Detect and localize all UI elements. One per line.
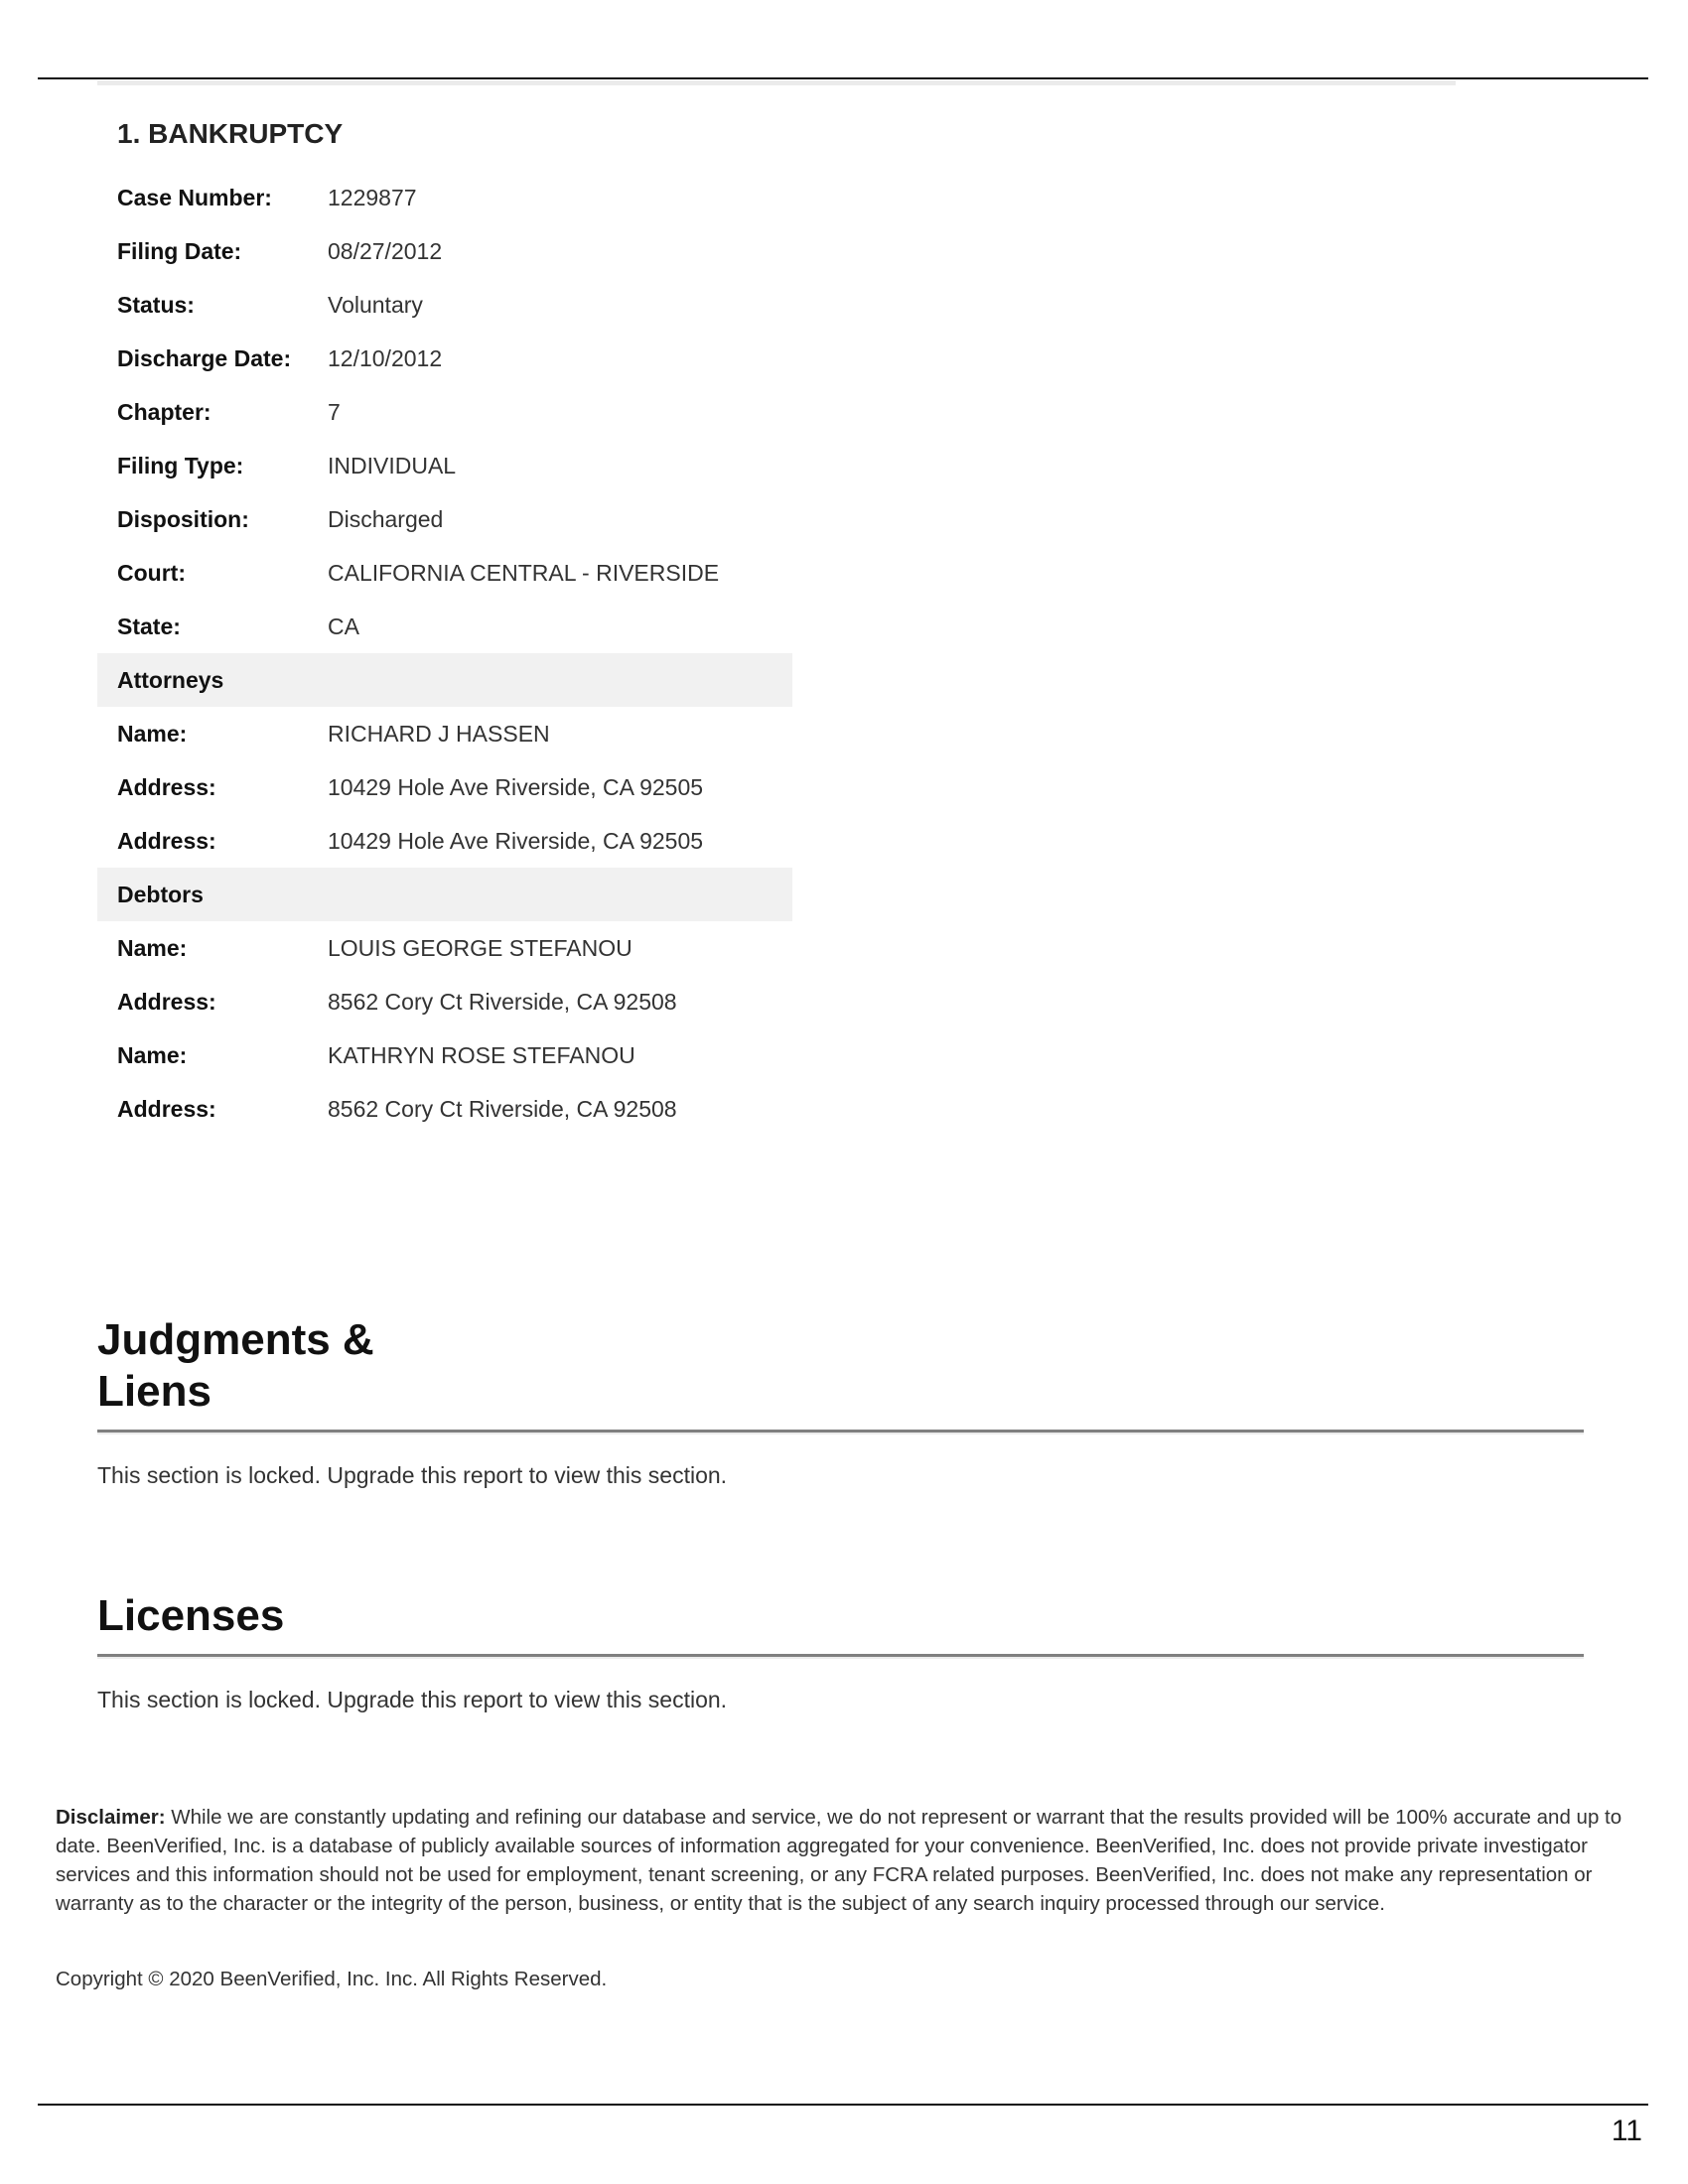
field-value: 8562 Cory Ct Riverside, CA 92508 xyxy=(328,988,677,1015)
attorney-address xyxy=(97,760,792,814)
field-label: Name: xyxy=(117,1041,188,1068)
section-title xyxy=(97,1314,1584,1418)
field-filing-type xyxy=(97,439,792,492)
field-disposition xyxy=(97,492,792,546)
field-value: RICHARD J HASSEN xyxy=(328,720,550,747)
field-value: 12/10/2012 xyxy=(328,344,443,371)
copyright: Copyright © 2020 BeenVerified, Inc. Inc. All Rights Reserved. xyxy=(56,1968,608,1990)
field-court xyxy=(97,546,792,600)
field-value: 8562 Cory Ct Riverside, CA 92508 xyxy=(328,1095,677,1122)
field-label: Address: xyxy=(117,773,216,800)
attorney-address xyxy=(97,814,792,868)
debtor-name xyxy=(97,921,792,975)
field-label: Chapter: xyxy=(117,398,211,425)
field-discharge-date xyxy=(97,332,792,385)
locked-message: This section is locked. Upgrade this report to view this section. xyxy=(97,1462,728,1488)
locked-message: This section is locked. Upgrade this report to view this section. xyxy=(97,1687,728,1712)
field-value: CA xyxy=(328,613,359,639)
field-value: Voluntary xyxy=(328,291,423,318)
field-value: KATHRYN ROSE STEFANOU xyxy=(328,1041,635,1068)
debtor-name xyxy=(97,1028,792,1082)
attorneys-heading: Attorneys xyxy=(97,653,792,707)
field-label: Case Number: xyxy=(117,184,272,210)
field-status xyxy=(97,278,792,332)
record-title: 1. BANKRUPTCY xyxy=(117,118,344,149)
top-divider-shadow xyxy=(97,80,1456,85)
field-label: Filing Type: xyxy=(117,452,244,478)
disclaimer-label: Disclaimer: xyxy=(56,1806,166,1829)
field-label: Status: xyxy=(117,291,195,318)
disclaimer-text: While we are constantly updating and refining our database and service, we do not represent or warrant that the results provided will be 100% accurate and up to date. BeenVerified, Inc. is a database of publicly available sources of information aggregated for your convenience. BeenVerified, Inc. does not provide private investigator services and this information should not be used for employment, tenant screening, or any FCRA related purposes. BeenVerified, Inc. does not make any representation or warranty as to the character or the integrity of the person, business, or entity that is the subject of any search inquiry processed through our service. xyxy=(56,1806,1622,1915)
field-filing-date xyxy=(97,224,792,278)
top-divider xyxy=(38,77,1648,79)
page-number: 11 xyxy=(1611,2115,1642,2147)
field-value: LOUIS GEORGE STEFANOU xyxy=(328,934,633,961)
field-label: Filing Date: xyxy=(117,237,242,264)
debtor-address xyxy=(97,1082,792,1136)
judgments-liens-section xyxy=(97,1314,1584,1489)
field-label: Disposition: xyxy=(117,505,249,532)
field-chapter xyxy=(97,385,792,439)
bankruptcy-fields xyxy=(97,171,792,1136)
section-title-line1: Judgments & xyxy=(97,1315,374,1364)
section-divider xyxy=(97,1430,1584,1434)
section-title: Licenses xyxy=(97,1591,285,1640)
field-case-number xyxy=(97,171,792,224)
field-value: Discharged xyxy=(328,505,444,532)
bankruptcy-record xyxy=(97,109,792,1136)
section-divider xyxy=(97,1654,1584,1659)
debtors-heading: Debtors xyxy=(97,868,792,921)
field-label: Name: xyxy=(117,934,188,961)
field-value: 10429 Hole Ave Riverside, CA 92505 xyxy=(328,827,704,854)
field-label: Name: xyxy=(117,720,188,747)
licenses-section xyxy=(97,1590,1584,1713)
field-state xyxy=(97,600,792,653)
field-label: Address: xyxy=(117,827,216,854)
section-title-line2: Liens xyxy=(97,1367,211,1416)
disclaimer xyxy=(56,1803,1624,1918)
field-value: INDIVIDUAL xyxy=(328,452,457,478)
field-value: 1229877 xyxy=(328,184,417,210)
bottom-divider xyxy=(38,2104,1648,2106)
field-label: State: xyxy=(117,613,181,639)
field-value: 10429 Hole Ave Riverside, CA 92505 xyxy=(328,773,704,800)
field-label: Address: xyxy=(117,988,216,1015)
field-value: 7 xyxy=(328,398,341,425)
field-label: Court: xyxy=(117,559,186,586)
field-value: 08/27/2012 xyxy=(328,237,443,264)
field-label: Address: xyxy=(117,1095,216,1122)
field-label: Discharge Date: xyxy=(117,344,292,371)
field-value: CALIFORNIA CENTRAL - RIVERSIDE xyxy=(328,559,720,586)
attorney-name xyxy=(97,707,792,760)
debtor-address xyxy=(97,975,792,1028)
